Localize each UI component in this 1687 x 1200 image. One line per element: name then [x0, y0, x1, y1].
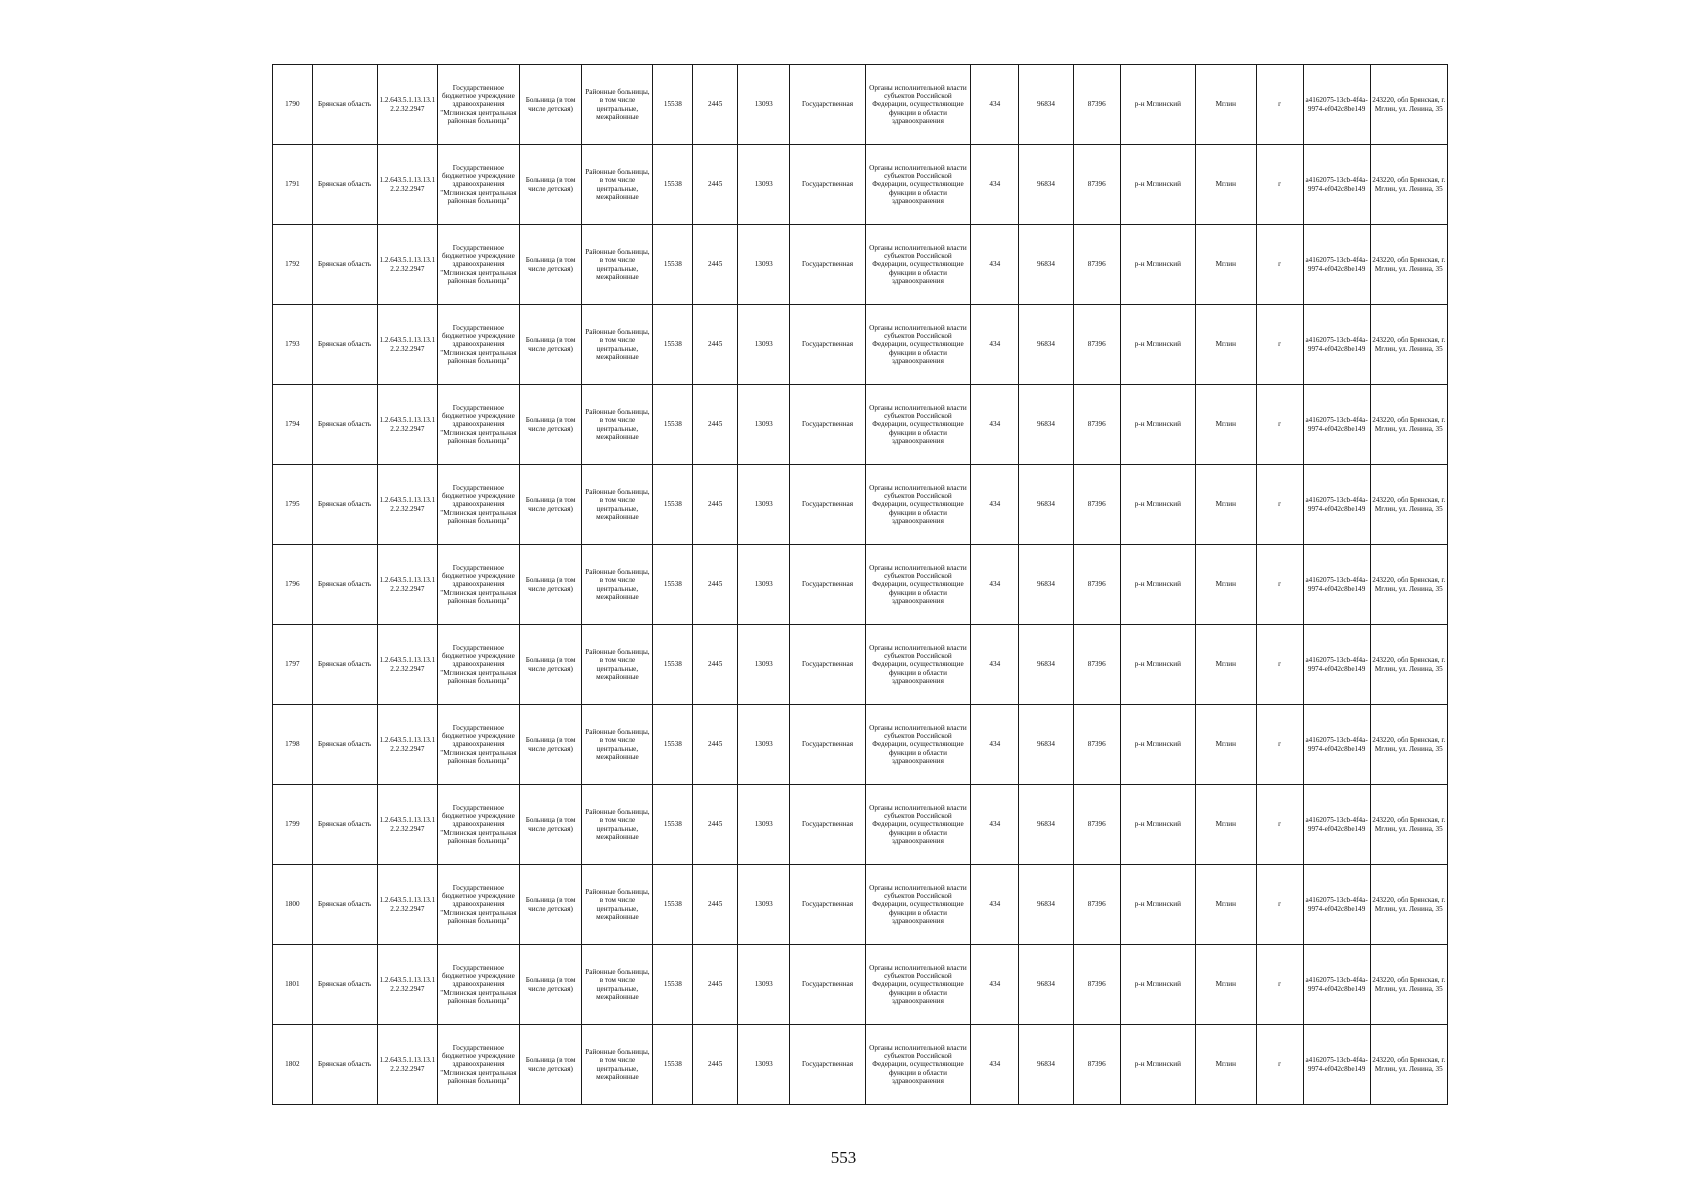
registry-table [272, 64, 1448, 1105]
value-cell: 87396 [1073, 705, 1120, 785]
value-cell: 15538 [653, 145, 693, 225]
row-number-cell: 1794 [273, 385, 313, 465]
table-row [273, 145, 1448, 225]
value-cell: 2445 [693, 785, 738, 865]
guid-cell: a4162075-13cb-4f4a-9974-ef042c8be149 [1303, 625, 1370, 705]
authority-cell: Органы исполнительной власти субъектов Российской Федерации, осуществляющие функции в области здравоохранения [865, 385, 971, 465]
value-cell: 96834 [1019, 145, 1073, 225]
authority-cell: Органы исполнительной власти субъектов Российской Федерации, осуществляющие функции в области здравоохранения [865, 465, 971, 545]
category-cell: Районные больницы, в том числе центральные, межрайонные [582, 1025, 653, 1105]
category-cell: Районные больницы, в том числе центральные, межрайонные [582, 545, 653, 625]
city-cell: Мглин [1195, 145, 1256, 225]
value-cell: 2445 [693, 305, 738, 385]
value-cell: 2445 [693, 225, 738, 305]
value-cell: 96834 [1019, 545, 1073, 625]
facility-type-cell: Больница (в том числе детская) [519, 65, 582, 145]
row-number-cell: 1797 [273, 625, 313, 705]
table-row [273, 625, 1448, 705]
district-cell: р-н Мглинский [1120, 945, 1195, 1025]
category-cell: Районные больницы, в том числе центральные, межрайонные [582, 385, 653, 465]
guid-cell: a4162075-13cb-4f4a-9974-ef042c8be149 [1303, 145, 1370, 225]
value-cell: 13093 [738, 785, 790, 865]
value-cell: 13093 [738, 305, 790, 385]
locality-type-cell: г [1256, 65, 1303, 145]
locality-type-cell: г [1256, 705, 1303, 785]
locality-type-cell: г [1256, 465, 1303, 545]
city-cell: Мглин [1195, 385, 1256, 465]
code-cell: 1.2.643.5.1.13.13.12.2.32.2947 [377, 545, 438, 625]
row-number-cell: 1801 [273, 945, 313, 1025]
facility-type-cell: Больница (в том числе детская) [519, 865, 582, 945]
locality-type-cell: г [1256, 625, 1303, 705]
value-cell: 13093 [738, 705, 790, 785]
district-cell: р-н Мглинский [1120, 65, 1195, 145]
value-cell: 434 [971, 145, 1019, 225]
code-cell: 1.2.643.5.1.13.13.12.2.32.2947 [377, 625, 438, 705]
row-number-cell: 1793 [273, 305, 313, 385]
ownership-cell: Государственная [790, 705, 865, 785]
value-cell: 2445 [693, 465, 738, 545]
value-cell: 87396 [1073, 65, 1120, 145]
organization-cell: Государственное бюджетное учреждение здравоохранения "Мглинская центральная районная больница" [438, 145, 520, 225]
value-cell: 2445 [693, 545, 738, 625]
value-cell: 13093 [738, 865, 790, 945]
locality-type-cell: г [1256, 225, 1303, 305]
guid-cell: a4162075-13cb-4f4a-9974-ef042c8be149 [1303, 225, 1370, 305]
category-cell: Районные больницы, в том числе центральные, межрайонные [582, 785, 653, 865]
authority-cell: Органы исполнительной власти субъектов Российской Федерации, осуществляющие функции в области здравоохранения [865, 625, 971, 705]
value-cell: 2445 [693, 385, 738, 465]
organization-cell: Государственное бюджетное учреждение здравоохранения "Мглинская центральная районная больница" [438, 705, 520, 785]
value-cell: 2445 [693, 705, 738, 785]
region-cell: Брянская область [312, 145, 377, 225]
city-cell: Мглин [1195, 785, 1256, 865]
region-cell: Брянская область [312, 385, 377, 465]
guid-cell: a4162075-13cb-4f4a-9974-ef042c8be149 [1303, 705, 1370, 785]
facility-type-cell: Больница (в том числе детская) [519, 1025, 582, 1105]
locality-type-cell: г [1256, 385, 1303, 465]
code-cell: 1.2.643.5.1.13.13.12.2.32.2947 [377, 705, 438, 785]
value-cell: 13093 [738, 545, 790, 625]
address-cell: 243220, обл Брянская, г. Мглин, ул. Ленина, 35 [1370, 1025, 1447, 1105]
value-cell: 434 [971, 785, 1019, 865]
organization-cell: Государственное бюджетное учреждение здравоохранения "Мглинская центральная районная больница" [438, 545, 520, 625]
district-cell: р-н Мглинский [1120, 1025, 1195, 1105]
district-cell: р-н Мглинский [1120, 145, 1195, 225]
category-cell: Районные больницы, в том числе центральные, межрайонные [582, 65, 653, 145]
value-cell: 434 [971, 945, 1019, 1025]
code-cell: 1.2.643.5.1.13.13.12.2.32.2947 [377, 225, 438, 305]
value-cell: 15538 [653, 625, 693, 705]
authority-cell: Органы исполнительной власти субъектов Российской Федерации, осуществляющие функции в области здравоохранения [865, 145, 971, 225]
locality-type-cell: г [1256, 1025, 1303, 1105]
facility-type-cell: Больница (в том числе детская) [519, 625, 582, 705]
value-cell: 96834 [1019, 625, 1073, 705]
category-cell: Районные больницы, в том числе центральные, межрайонные [582, 145, 653, 225]
ownership-cell: Государственная [790, 545, 865, 625]
address-cell: 243220, обл Брянская, г. Мглин, ул. Ленина, 35 [1370, 705, 1447, 785]
table-row [273, 385, 1448, 465]
region-cell: Брянская область [312, 865, 377, 945]
value-cell: 13093 [738, 145, 790, 225]
city-cell: Мглин [1195, 305, 1256, 385]
value-cell: 13093 [738, 465, 790, 545]
value-cell: 2445 [693, 625, 738, 705]
guid-cell: a4162075-13cb-4f4a-9974-ef042c8be149 [1303, 1025, 1370, 1105]
value-cell: 2445 [693, 945, 738, 1025]
organization-cell: Государственное бюджетное учреждение здравоохранения "Мглинская центральная районная больница" [438, 225, 520, 305]
locality-type-cell: г [1256, 785, 1303, 865]
address-cell: 243220, обл Брянская, г. Мглин, ул. Ленина, 35 [1370, 785, 1447, 865]
ownership-cell: Государственная [790, 385, 865, 465]
value-cell: 2445 [693, 1025, 738, 1105]
value-cell: 434 [971, 305, 1019, 385]
address-cell: 243220, обл Брянская, г. Мглин, ул. Ленина, 35 [1370, 65, 1447, 145]
row-number-cell: 1796 [273, 545, 313, 625]
value-cell: 13093 [738, 1025, 790, 1105]
region-cell: Брянская область [312, 785, 377, 865]
value-cell: 2445 [693, 145, 738, 225]
ownership-cell: Государственная [790, 1025, 865, 1105]
row-number-cell: 1799 [273, 785, 313, 865]
address-cell: 243220, обл Брянская, г. Мглин, ул. Ленина, 35 [1370, 625, 1447, 705]
value-cell: 96834 [1019, 1025, 1073, 1105]
address-cell: 243220, обл Брянская, г. Мглин, ул. Ленина, 35 [1370, 945, 1447, 1025]
ownership-cell: Государственная [790, 865, 865, 945]
authority-cell: Органы исполнительной власти субъектов Российской Федерации, осуществляющие функции в области здравоохранения [865, 865, 971, 945]
value-cell: 15538 [653, 945, 693, 1025]
value-cell: 15538 [653, 1025, 693, 1105]
authority-cell: Органы исполнительной власти субъектов Российской Федерации, осуществляющие функции в области здравоохранения [865, 225, 971, 305]
row-number-cell: 1790 [273, 65, 313, 145]
region-cell: Брянская область [312, 305, 377, 385]
table-row [273, 305, 1448, 385]
value-cell: 434 [971, 1025, 1019, 1105]
district-cell: р-н Мглинский [1120, 305, 1195, 385]
value-cell: 87396 [1073, 305, 1120, 385]
row-number-cell: 1795 [273, 465, 313, 545]
authority-cell: Органы исполнительной власти субъектов Российской Федерации, осуществляющие функции в области здравоохранения [865, 545, 971, 625]
organization-cell: Государственное бюджетное учреждение здравоохранения "Мглинская центральная районная больница" [438, 465, 520, 545]
code-cell: 1.2.643.5.1.13.13.12.2.32.2947 [377, 305, 438, 385]
value-cell: 87396 [1073, 545, 1120, 625]
ownership-cell: Государственная [790, 65, 865, 145]
value-cell: 15538 [653, 385, 693, 465]
city-cell: Мглин [1195, 1025, 1256, 1105]
facility-type-cell: Больница (в том числе детская) [519, 945, 582, 1025]
locality-type-cell: г [1256, 145, 1303, 225]
organization-cell: Государственное бюджетное учреждение здравоохранения "Мглинская центральная районная больница" [438, 625, 520, 705]
guid-cell: a4162075-13cb-4f4a-9974-ef042c8be149 [1303, 545, 1370, 625]
code-cell: 1.2.643.5.1.13.13.12.2.32.2947 [377, 865, 438, 945]
locality-type-cell: г [1256, 865, 1303, 945]
value-cell: 96834 [1019, 465, 1073, 545]
value-cell: 434 [971, 225, 1019, 305]
table-body [273, 65, 1448, 1105]
region-cell: Брянская область [312, 225, 377, 305]
code-cell: 1.2.643.5.1.13.13.12.2.32.2947 [377, 65, 438, 145]
value-cell: 96834 [1019, 705, 1073, 785]
page-number: 553 [830, 1148, 857, 1167]
ownership-cell: Государственная [790, 305, 865, 385]
authority-cell: Органы исполнительной власти субъектов Российской Федерации, осуществляющие функции в области здравоохранения [865, 65, 971, 145]
district-cell: р-н Мглинский [1120, 385, 1195, 465]
value-cell: 434 [971, 385, 1019, 465]
organization-cell: Государственное бюджетное учреждение здравоохранения "Мглинская центральная районная больница" [438, 785, 520, 865]
city-cell: Мглин [1195, 545, 1256, 625]
table-row [273, 1025, 1448, 1105]
district-cell: р-н Мглинский [1120, 865, 1195, 945]
facility-type-cell: Больница (в том числе детская) [519, 705, 582, 785]
address-cell: 243220, обл Брянская, г. Мглин, ул. Ленина, 35 [1370, 545, 1447, 625]
code-cell: 1.2.643.5.1.13.13.12.2.32.2947 [377, 385, 438, 465]
address-cell: 243220, обл Брянская, г. Мглин, ул. Ленина, 35 [1370, 385, 1447, 465]
table-row [273, 785, 1448, 865]
value-cell: 2445 [693, 65, 738, 145]
ownership-cell: Государственная [790, 785, 865, 865]
guid-cell: a4162075-13cb-4f4a-9974-ef042c8be149 [1303, 305, 1370, 385]
facility-type-cell: Больница (в том числе детская) [519, 465, 582, 545]
guid-cell: a4162075-13cb-4f4a-9974-ef042c8be149 [1303, 465, 1370, 545]
region-cell: Брянская область [312, 945, 377, 1025]
city-cell: Мглин [1195, 705, 1256, 785]
value-cell: 87396 [1073, 465, 1120, 545]
region-cell: Брянская область [312, 65, 377, 145]
table-row [273, 65, 1448, 145]
category-cell: Районные больницы, в том числе центральные, межрайонные [582, 705, 653, 785]
city-cell: Мглин [1195, 225, 1256, 305]
ownership-cell: Государственная [790, 465, 865, 545]
value-cell: 434 [971, 705, 1019, 785]
authority-cell: Органы исполнительной власти субъектов Российской Федерации, осуществляющие функции в области здравоохранения [865, 945, 971, 1025]
value-cell: 87396 [1073, 225, 1120, 305]
city-cell: Мглин [1195, 865, 1256, 945]
row-number-cell: 1791 [273, 145, 313, 225]
value-cell: 96834 [1019, 305, 1073, 385]
organization-cell: Государственное бюджетное учреждение здравоохранения "Мглинская центральная районная больница" [438, 305, 520, 385]
district-cell: р-н Мглинский [1120, 465, 1195, 545]
organization-cell: Государственное бюджетное учреждение здравоохранения "Мглинская центральная районная больница" [438, 865, 520, 945]
authority-cell: Органы исполнительной власти субъектов Российской Федерации, осуществляющие функции в области здравоохранения [865, 305, 971, 385]
address-cell: 243220, обл Брянская, г. Мглин, ул. Ленина, 35 [1370, 465, 1447, 545]
locality-type-cell: г [1256, 305, 1303, 385]
value-cell: 15538 [653, 545, 693, 625]
value-cell: 15538 [653, 865, 693, 945]
value-cell: 87396 [1073, 785, 1120, 865]
value-cell: 96834 [1019, 945, 1073, 1025]
category-cell: Районные больницы, в том числе центральные, межрайонные [582, 945, 653, 1025]
ownership-cell: Государственная [790, 625, 865, 705]
city-cell: Мглин [1195, 945, 1256, 1025]
facility-type-cell: Больница (в том числе детская) [519, 225, 582, 305]
value-cell: 13093 [738, 385, 790, 465]
value-cell: 13093 [738, 625, 790, 705]
value-cell: 13093 [738, 225, 790, 305]
value-cell: 434 [971, 545, 1019, 625]
city-cell: Мглин [1195, 625, 1256, 705]
guid-cell: a4162075-13cb-4f4a-9974-ef042c8be149 [1303, 945, 1370, 1025]
value-cell: 13093 [738, 65, 790, 145]
ownership-cell: Государственная [790, 145, 865, 225]
guid-cell: a4162075-13cb-4f4a-9974-ef042c8be149 [1303, 785, 1370, 865]
region-cell: Брянская область [312, 465, 377, 545]
row-number-cell: 1802 [273, 1025, 313, 1105]
table-row [273, 705, 1448, 785]
city-cell: Мглин [1195, 65, 1256, 145]
code-cell: 1.2.643.5.1.13.13.12.2.32.2947 [377, 465, 438, 545]
value-cell: 2445 [693, 865, 738, 945]
guid-cell: a4162075-13cb-4f4a-9974-ef042c8be149 [1303, 865, 1370, 945]
value-cell: 434 [971, 625, 1019, 705]
ownership-cell: Государственная [790, 225, 865, 305]
region-cell: Брянская область [312, 705, 377, 785]
code-cell: 1.2.643.5.1.13.13.12.2.32.2947 [377, 145, 438, 225]
value-cell: 15538 [653, 305, 693, 385]
district-cell: р-н Мглинский [1120, 545, 1195, 625]
address-cell: 243220, обл Брянская, г. Мглин, ул. Ленина, 35 [1370, 305, 1447, 385]
facility-type-cell: Больница (в том числе детская) [519, 145, 582, 225]
value-cell: 87396 [1073, 945, 1120, 1025]
guid-cell: a4162075-13cb-4f4a-9974-ef042c8be149 [1303, 65, 1370, 145]
locality-type-cell: г [1256, 545, 1303, 625]
organization-cell: Государственное бюджетное учреждение здравоохранения "Мглинская центральная районная больница" [438, 1025, 520, 1105]
code-cell: 1.2.643.5.1.13.13.12.2.32.2947 [377, 945, 438, 1025]
value-cell: 96834 [1019, 65, 1073, 145]
value-cell: 15538 [653, 465, 693, 545]
district-cell: р-н Мглинский [1120, 225, 1195, 305]
value-cell: 13093 [738, 945, 790, 1025]
row-number-cell: 1798 [273, 705, 313, 785]
value-cell: 96834 [1019, 785, 1073, 865]
category-cell: Районные больницы, в том числе центральные, межрайонные [582, 625, 653, 705]
value-cell: 87396 [1073, 385, 1120, 465]
district-cell: р-н Мглинский [1120, 705, 1195, 785]
value-cell: 15538 [653, 785, 693, 865]
organization-cell: Государственное бюджетное учреждение здравоохранения "Мглинская центральная районная больница" [438, 65, 520, 145]
value-cell: 87396 [1073, 625, 1120, 705]
value-cell: 87396 [1073, 1025, 1120, 1105]
category-cell: Районные больницы, в том числе центральные, межрайонные [582, 865, 653, 945]
authority-cell: Органы исполнительной власти субъектов Российской Федерации, осуществляющие функции в области здравоохранения [865, 705, 971, 785]
facility-type-cell: Больница (в том числе детская) [519, 545, 582, 625]
row-number-cell: 1792 [273, 225, 313, 305]
value-cell: 15538 [653, 65, 693, 145]
facility-type-cell: Больница (в том числе детская) [519, 785, 582, 865]
value-cell: 96834 [1019, 385, 1073, 465]
value-cell: 434 [971, 865, 1019, 945]
table-row [273, 945, 1448, 1025]
value-cell: 87396 [1073, 145, 1120, 225]
district-cell: р-н Мглинский [1120, 785, 1195, 865]
table-row [273, 225, 1448, 305]
code-cell: 1.2.643.5.1.13.13.12.2.32.2947 [377, 785, 438, 865]
organization-cell: Государственное бюджетное учреждение здравоохранения "Мглинская центральная районная больница" [438, 385, 520, 465]
value-cell: 434 [971, 65, 1019, 145]
facility-type-cell: Больница (в том числе детская) [519, 305, 582, 385]
address-cell: 243220, обл Брянская, г. Мглин, ул. Ленина, 35 [1370, 225, 1447, 305]
value-cell: 96834 [1019, 865, 1073, 945]
region-cell: Брянская область [312, 1025, 377, 1105]
category-cell: Районные больницы, в том числе центральные, межрайонные [582, 305, 653, 385]
address-cell: 243220, обл Брянская, г. Мглин, ул. Ленина, 35 [1370, 145, 1447, 225]
value-cell: 87396 [1073, 865, 1120, 945]
row-number-cell: 1800 [273, 865, 313, 945]
region-cell: Брянская область [312, 545, 377, 625]
district-cell: р-н Мглинский [1120, 625, 1195, 705]
organization-cell: Государственное бюджетное учреждение здравоохранения "Мглинская центральная районная больница" [438, 945, 520, 1025]
category-cell: Районные больницы, в том числе центральные, межрайонные [582, 225, 653, 305]
table-row [273, 465, 1448, 545]
code-cell: 1.2.643.5.1.13.13.12.2.32.2947 [377, 1025, 438, 1105]
guid-cell: a4162075-13cb-4f4a-9974-ef042c8be149 [1303, 385, 1370, 465]
value-cell: 96834 [1019, 225, 1073, 305]
region-cell: Брянская область [312, 625, 377, 705]
address-cell: 243220, обл Брянская, г. Мглин, ул. Ленина, 35 [1370, 865, 1447, 945]
locality-type-cell: г [1256, 945, 1303, 1025]
table-row [273, 545, 1448, 625]
authority-cell: Органы исполнительной власти субъектов Российской Федерации, осуществляющие функции в области здравоохранения [865, 1025, 971, 1105]
city-cell: Мглин [1195, 465, 1256, 545]
ownership-cell: Государственная [790, 945, 865, 1025]
value-cell: 15538 [653, 225, 693, 305]
category-cell: Районные больницы, в том числе центральные, межрайонные [582, 465, 653, 545]
table-row [273, 865, 1448, 945]
value-cell: 434 [971, 465, 1019, 545]
authority-cell: Органы исполнительной власти субъектов Российской Федерации, осуществляющие функции в области здравоохранения [865, 785, 971, 865]
facility-type-cell: Больница (в том числе детская) [519, 385, 582, 465]
value-cell: 15538 [653, 705, 693, 785]
